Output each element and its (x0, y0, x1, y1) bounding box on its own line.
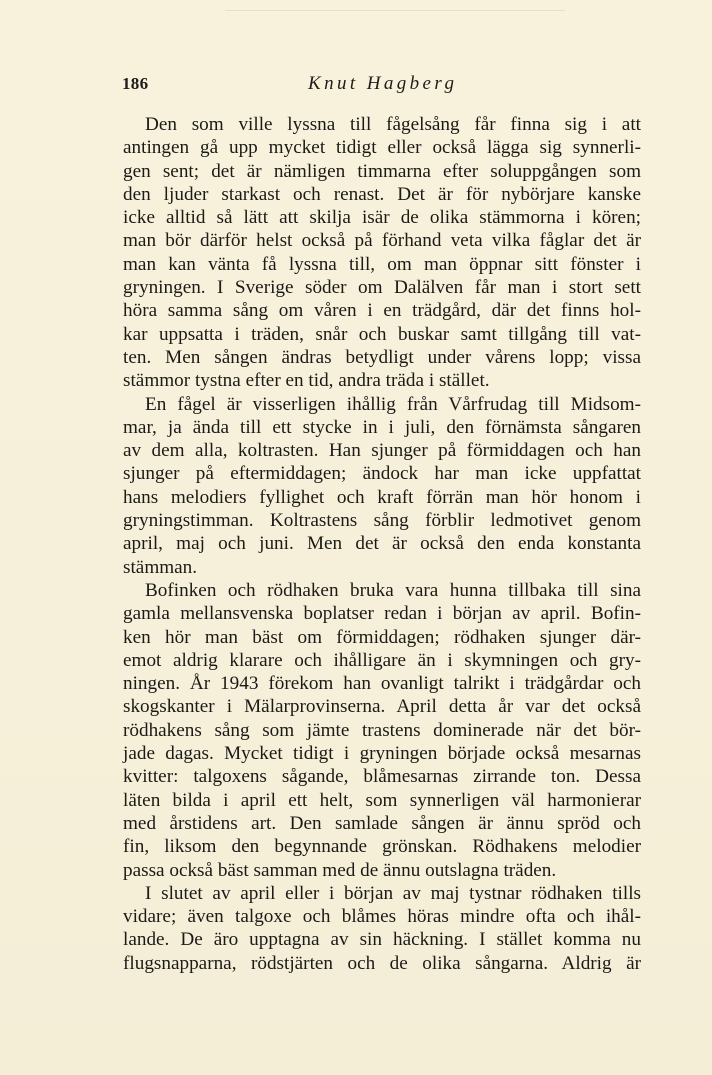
text-line: skogskanter i Mälarprovinserna. April detta år var det också (123, 696, 641, 718)
text-line: ken hör man bäst om förmiddagen; rödhaken sjunger där- (123, 626, 641, 648)
text-line: ten. Men sången ändras betydligt under vårens lopp; vissa (123, 346, 641, 368)
text-line: vidare; även talgoxe och blåmes höras mindre ofta och ihål- (123, 906, 641, 928)
text-line: emot aldrig klarare och ihålligare än i skymningen och gry- (123, 649, 641, 671)
text-line: stämman. (123, 556, 198, 578)
text-line: I slutet av april eller i början av maj tystnar rödhaken tills (145, 882, 641, 904)
paragraph (123, 393, 641, 579)
paragraph (123, 579, 641, 882)
text-line: ningen. År 1943 förekom han ovanligt talrikt i trädgårdar och (123, 673, 641, 695)
text-line: mar, ja ända till ett stycke in i juli, den förnämsta sångaren (123, 416, 641, 438)
body-text (123, 113, 641, 975)
text-line: hans melodiers fyllighet och kraft förrän man hör honom i (123, 486, 641, 508)
text-line: av dem alla, koltrasten. Han sjunger på förmiddagen och han (123, 440, 641, 462)
text-line: jade dagas. Mycket tidigt i gryningen började också mesarnas (123, 743, 641, 765)
page-edge-line (225, 10, 565, 11)
text-line: flugsnapparna, rödstjärten och de olika sångarna. Aldrig är (123, 952, 641, 974)
text-line: kvitter: talgoxens sågande, blåmesarnas zirrande ton. Dessa (123, 766, 641, 788)
page-header (122, 74, 642, 104)
text-line: gen sent; det är nämligen timmarna efter soluppgången som (123, 160, 641, 182)
text-line: gryningen. I Sverige söder om Dalälven får man i stort sett (123, 277, 641, 299)
text-line: man kan vänta få lyssna till, om man öppnar sitt fönster i (123, 253, 641, 275)
text-line: läten bilda i april ett helt, som synnerligen väl harmonierar (123, 789, 641, 811)
text-line: höra samma sång om våren i en trädgård, där det finns hol- (123, 300, 641, 322)
paragraph (123, 113, 641, 393)
running-head: Knut Hagberg (308, 73, 458, 94)
text-line: En fågel är visserligen ihållig från Vårfrudag till Midsom- (145, 393, 641, 415)
text-line: icke alltid så lätt att skilja isär de olika stämmorna i kören; (123, 207, 641, 229)
paragraph (123, 882, 641, 975)
text-line: kar uppsatta i träden, snår och buskar samt tillgång till vat- (123, 323, 641, 345)
text-line: sjunger på eftermiddagen; ändock har man icke uppfattat (123, 463, 641, 485)
text-line: antingen gå upp mycket tidigt eller också lägga sig synnerli- (123, 137, 641, 159)
text-line: med årstidens art. Den samlade sången är ännu spröd och (123, 812, 641, 834)
text-line: stämmor tystna efter en tid, andra träda i stället. (123, 370, 490, 392)
text-line: Bofinken och rödhaken bruka vara hunna tillbaka till sina (145, 579, 641, 601)
text-line: april, maj och juni. Men det är också den enda konstanta (123, 533, 641, 555)
text-line: rödhakens sång som jämte trastens dominerade när det bör- (123, 719, 641, 741)
text-line: Den som ville lyssna till fågelsång får finna sig i att (145, 114, 641, 135)
text-line: passa också bäst samman med de ännu outslagna träden. (123, 859, 557, 881)
text-line: gamla mellansvenska boplatser redan i början av april. Bofin- (123, 603, 641, 625)
text-line: man bör därför helst också på förhand veta vilka fåglar det är (123, 230, 641, 252)
text-line: lande. De äro upptagna av sin häckning. I stället komma nu (123, 929, 641, 951)
text-line: fin, liksom den begynnande grönskan. Rödhakens melodier (123, 836, 641, 858)
text-line: gryningstimman. Koltrastens sång förblir ledmotivet genom (123, 510, 641, 532)
page-number: 186 (122, 74, 149, 93)
text-line: den ljuder starkast och renast. Det är för nybörjare kanske (123, 183, 641, 205)
